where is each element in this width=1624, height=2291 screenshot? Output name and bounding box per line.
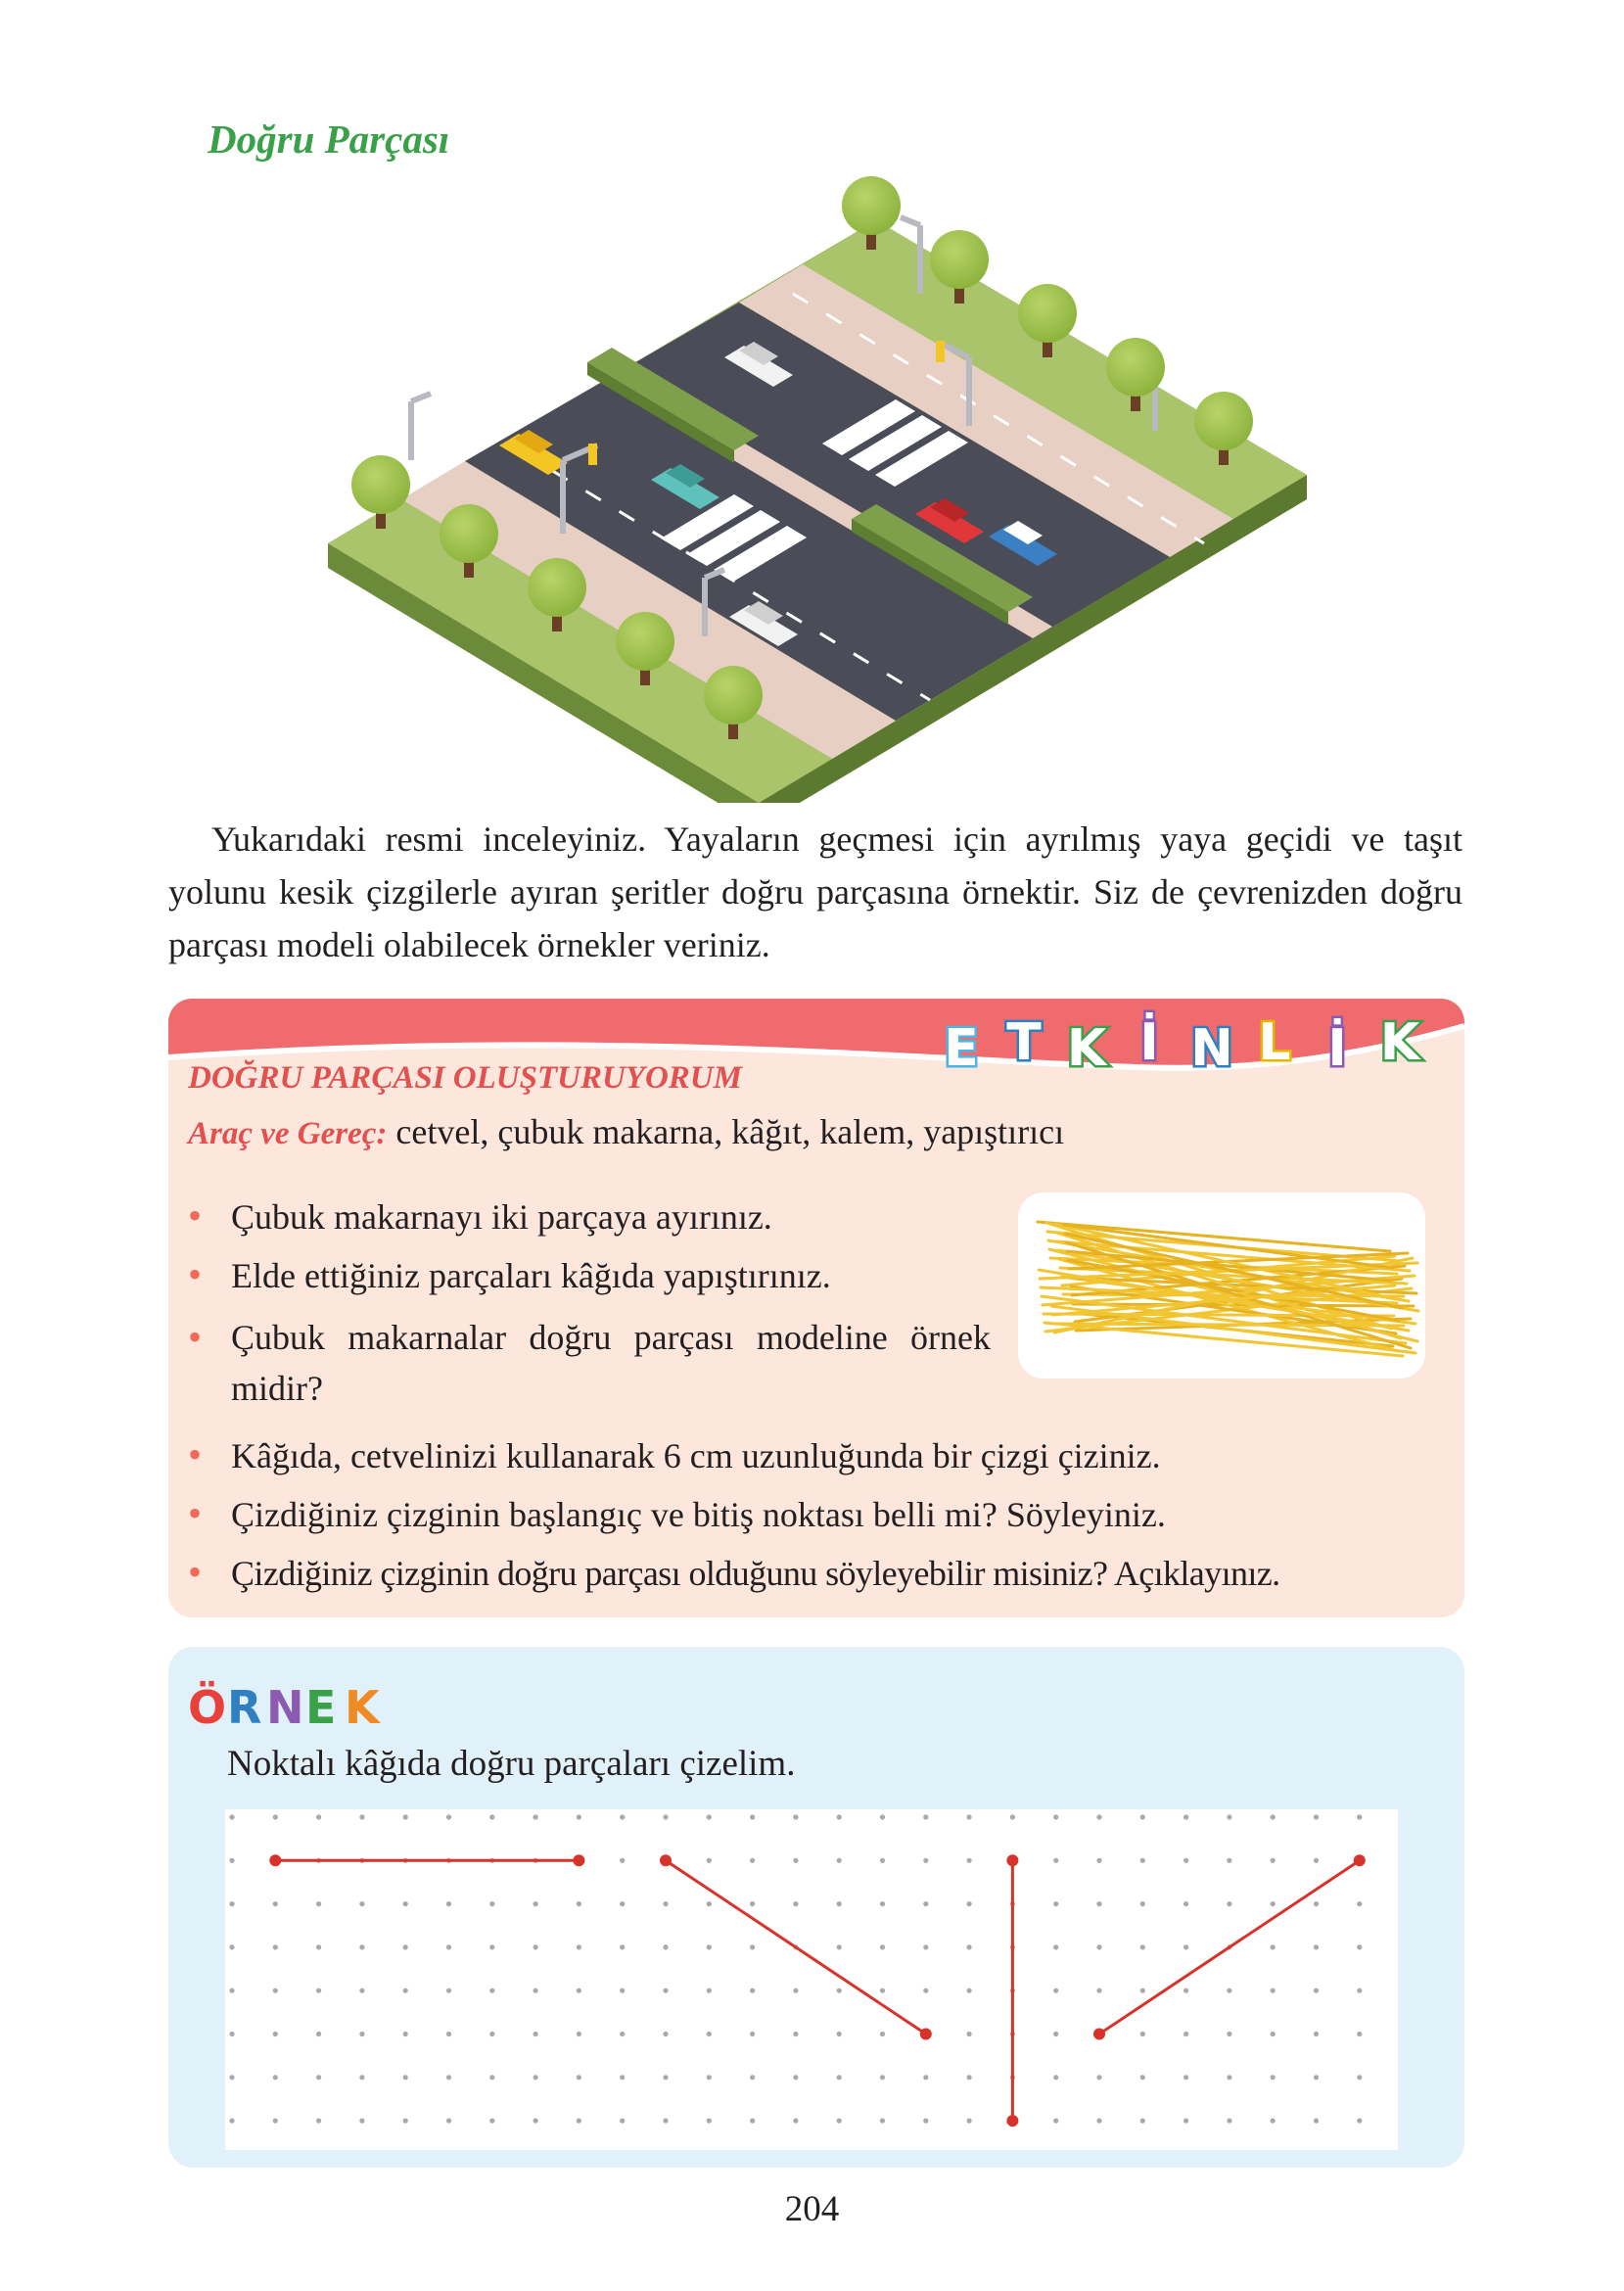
grid-dot: [923, 1858, 928, 1863]
grid-dot: [707, 2119, 712, 2124]
grid-dot: [229, 2032, 234, 2036]
grid-dot: [663, 1988, 668, 1993]
grid-dot: [316, 1814, 321, 1819]
pasta-strand: [1053, 1324, 1404, 1326]
grid-dot: [229, 1858, 234, 1863]
grid-dot: [1053, 1814, 1058, 1819]
grid-dot: [1140, 2075, 1145, 2080]
grid-dot: [707, 1858, 712, 1863]
grid-dot: [923, 2075, 928, 2080]
grid-dot: [316, 1944, 321, 1949]
grid-dot: [489, 2075, 494, 2080]
grid-dot: [663, 1944, 668, 1949]
grid-dot: [1271, 1901, 1276, 1906]
grid-dot: [663, 2119, 668, 2124]
step-text: Çizdiğiniz çizginin başlangıç ve bitiş noktası belli mi? Söyleyiniz.: [231, 1495, 1166, 1534]
grid-dot: [446, 2032, 451, 2036]
grid-dot: [403, 1988, 408, 1993]
grid-dot: [1227, 1814, 1231, 1819]
grid-dot: [663, 1814, 668, 1819]
grid-dot: [1314, 1944, 1319, 1949]
grid-dot: [229, 1988, 234, 1993]
grid-dot: [316, 1901, 321, 1906]
materials-label: Araç ve Gereç:: [188, 1116, 388, 1151]
grid-dot: [577, 1988, 581, 1993]
grid-dot: [750, 1814, 755, 1819]
grid-dot: [1140, 1988, 1145, 1993]
step-text: Çizdiğiniz çizginin doğru parçası olduğunu söyleyebilir misiniz? Açıklayınız.: [231, 1554, 1280, 1593]
grid-dot: [1183, 1988, 1188, 1993]
grid-dot: [273, 1944, 278, 1949]
grid-dot: [967, 1858, 972, 1863]
grid-dot: [489, 1944, 494, 1949]
grid-dot: [359, 2032, 364, 2036]
bullet-icon: •: [188, 1252, 203, 1296]
badge-letter: K: [1379, 1013, 1420, 1072]
grid-dot: [1053, 1988, 1058, 1993]
grid-dot: [489, 1814, 494, 1819]
grid-dot: [577, 2119, 581, 2124]
bullet-icon: •: [188, 1315, 203, 1359]
grid-dot: [923, 2119, 928, 2124]
grid-dot: [967, 1814, 972, 1819]
grid-dot: [750, 1944, 755, 1949]
grid-dot: [620, 1988, 625, 1993]
grid-dot: [359, 1814, 364, 1819]
grid-dot: [534, 1988, 538, 1993]
bullet-icon: •: [188, 1193, 203, 1238]
list-item: [188, 1488, 1451, 1540]
grid-dot: [663, 2032, 668, 2036]
ornek-letter: Ö: [188, 1681, 227, 1734]
etkinlik-badge: [932, 1005, 1461, 1081]
materials-line: [188, 1111, 1064, 1152]
grid-dot: [446, 1814, 451, 1819]
grid-dot: [403, 2119, 408, 2124]
grid-dot: [1183, 1901, 1188, 1906]
grid-dot: [967, 2075, 972, 2080]
badge-letter: İ: [1139, 1013, 1159, 1072]
grid-dot: [273, 1988, 278, 1993]
grid-dot: [1053, 1901, 1058, 1906]
grid-dot: [403, 1944, 408, 1949]
grid-dot: [1053, 1944, 1058, 1949]
grid-dot: [967, 1901, 972, 1906]
grid-dot: [750, 1988, 755, 1993]
grid-dot: [880, 1901, 885, 1906]
grid-dot: [1096, 1858, 1101, 1863]
grid-dot: [273, 2032, 278, 2036]
ornek-letter: R: [227, 1681, 262, 1734]
grid-dot: [1357, 1944, 1362, 1949]
grid-dot: [707, 2032, 712, 2036]
line-segment: [666, 1860, 926, 2034]
grid-dot: [750, 1901, 755, 1906]
grid-dot: [837, 2032, 842, 2036]
segment-endpoint: [660, 1854, 672, 1866]
ornek-letter: K: [345, 1681, 380, 1734]
section-title: Doğru Parçası: [208, 117, 450, 162]
grid-dot: [1314, 1988, 1319, 1993]
grid-dot: [1096, 1944, 1101, 1949]
grid-dot: [880, 1814, 885, 1819]
step-text: Çubuk makarnayı iki parçaya ayırınız.: [231, 1197, 772, 1237]
grid-dot: [880, 2032, 885, 2036]
list-item: [188, 1191, 1010, 1242]
activity-box: [168, 999, 1464, 1617]
grid-dot: [403, 1901, 408, 1906]
grid-dot: [1183, 2075, 1188, 2080]
grid-dot: [1053, 2032, 1058, 2036]
grid-dot: [707, 1814, 712, 1819]
grid-dot: [1183, 1944, 1188, 1949]
segment-endpoint: [1354, 1854, 1366, 1866]
badge-letter: L: [1258, 1013, 1291, 1072]
grid-dot: [620, 2119, 625, 2124]
grid-dot: [1183, 2119, 1188, 2124]
grid-dot: [1227, 2032, 1231, 2036]
example-box: [168, 1647, 1464, 2168]
grid-dot: [793, 2075, 798, 2080]
ornek-letter: E: [305, 1681, 337, 1734]
grid-dot: [577, 2032, 581, 2036]
grid-dot: [229, 1814, 234, 1819]
intro-paragraph: Yukarıdaki resmi inceleyiniz. Yayaların geçmesi için ayrılmış yaya geçidi ve taşıt yolunu kesik çizgilerle ayıran şeritler doğru parçasına örnektir. Siz de çevrenizden doğru parçası modeli olabilecek örnekler veriniz.: [168, 819, 1462, 964]
grid-dot: [1183, 1814, 1188, 1819]
grid-dot: [1357, 1814, 1362, 1819]
grid-dot: [793, 1988, 798, 1993]
grid-dot: [923, 1944, 928, 1949]
ornek-label: [184, 1676, 399, 1735]
badge-letter: N: [1190, 1019, 1233, 1078]
grid-dot: [793, 1901, 798, 1906]
grid-dot: [1314, 1814, 1319, 1819]
grid-dot: [1357, 1988, 1362, 1993]
segment-endpoint: [1006, 1854, 1018, 1866]
badge-letter: K: [1066, 1019, 1107, 1078]
list-item: [188, 1547, 1461, 1599]
grid-dot: [316, 2119, 321, 2124]
grid-dot: [880, 1944, 885, 1949]
pasta-strand: [1044, 1314, 1394, 1316]
grid-dot: [837, 1901, 842, 1906]
grid-dot: [1357, 1901, 1362, 1906]
grid-dot: [1053, 2075, 1058, 2080]
dot-paper: [225, 1809, 1398, 2150]
grid-dot: [1314, 1901, 1319, 1906]
grid-dot: [837, 1858, 842, 1863]
grid-dot: [534, 1814, 538, 1819]
grid-dot: [837, 2075, 842, 2080]
grid-dot: [880, 2119, 885, 2124]
grid-dot: [1271, 1944, 1276, 1949]
grid-dot: [793, 1814, 798, 1819]
grid-dot: [489, 1901, 494, 1906]
grid-dot: [1140, 1901, 1145, 1906]
grid-dot: [1271, 1814, 1276, 1819]
grid-dot: [1183, 1858, 1188, 1863]
grid-dot: [837, 2119, 842, 2124]
grid-dot: [967, 1988, 972, 1993]
grid-dot: [1053, 1858, 1058, 1863]
list-item: [188, 1429, 1451, 1481]
activity-title: DOĞRU PARÇASI OLUŞTURUYORUM: [188, 1060, 742, 1096]
grid-dot: [1140, 1814, 1145, 1819]
grid-dot: [750, 1858, 755, 1863]
grid-dot: [1314, 2075, 1319, 2080]
grid-dot: [1010, 1814, 1015, 1819]
grid-dot: [923, 1814, 928, 1819]
grid-dot: [316, 1988, 321, 1993]
grid-dot: [620, 1858, 625, 1863]
grid-dot: [620, 1901, 625, 1906]
segment-endpoint: [1006, 2115, 1018, 2127]
grid-dot: [620, 2032, 625, 2036]
grid-dot: [837, 1988, 842, 1993]
grid-dot: [793, 2032, 798, 2036]
grid-dot: [446, 2075, 451, 2080]
grid-dot: [273, 2119, 278, 2124]
grid-dot: [923, 1988, 928, 1993]
grid-dot: [489, 1988, 494, 1993]
grid-dot: [1096, 2075, 1101, 2080]
grid-dot: [750, 2075, 755, 2080]
grid-dot: [880, 1858, 885, 1863]
step-text: Elde ettiğiniz parçaları kâğıda yapıştırınız.: [231, 1256, 831, 1295]
grid-dot: [1096, 1988, 1101, 1993]
grid-dot: [446, 1988, 451, 1993]
grid-dot: [837, 1944, 842, 1949]
grid-dot: [707, 1944, 712, 1949]
step-text: Çubuk makarnalar doğru parçası modeline örnek midir?: [231, 1318, 991, 1408]
grid-dot: [403, 1814, 408, 1819]
grid-dot: [1271, 2075, 1276, 2080]
badge-letter: İ: [1327, 1019, 1347, 1078]
badge-letter: T: [1006, 1013, 1042, 1072]
grid-dot: [229, 1944, 234, 1949]
grid-dot: [1357, 2119, 1362, 2124]
grid-dot: [1096, 1814, 1101, 1819]
grid-dot: [1357, 2075, 1362, 2080]
segment-endpoint: [269, 1854, 281, 1866]
grid-dot: [967, 2032, 972, 2036]
grid-dot: [577, 1944, 581, 1949]
grid-dot: [1271, 2119, 1276, 2124]
bullet-icon: •: [188, 1550, 202, 1594]
grid-dot: [446, 2119, 451, 2124]
grid-dot: [403, 2075, 408, 2080]
spaghetti-image: [1018, 1192, 1425, 1379]
grid-dot: [1314, 2032, 1319, 2036]
grid-dot: [316, 2032, 321, 2036]
grid-dot: [489, 2119, 494, 2124]
grid-dot: [620, 1814, 625, 1819]
grid-dot: [967, 2119, 972, 2124]
grid-dot: [229, 1901, 234, 1906]
grid-dot: [403, 2032, 408, 2036]
ornek-letter: N: [266, 1681, 304, 1734]
grid-dot: [229, 2119, 234, 2124]
grid-dot: [880, 2075, 885, 2080]
grid-dot: [534, 1944, 538, 1949]
grid-dot: [707, 2075, 712, 2080]
grid-dot: [534, 2032, 538, 2036]
bullet-icon: •: [188, 1432, 203, 1476]
grid-dot: [1227, 2075, 1231, 2080]
grid-dot: [1227, 2119, 1231, 2124]
grid-dot: [1096, 1901, 1101, 1906]
grid-dot: [663, 2075, 668, 2080]
grid-dot: [1140, 1944, 1145, 1949]
grid-dot: [793, 1858, 798, 1863]
grid-dot: [707, 1988, 712, 1993]
grid-dot: [577, 2075, 581, 2080]
grid-dot: [750, 2032, 755, 2036]
grid-dot: [273, 1814, 278, 1819]
grid-dot: [923, 1901, 928, 1906]
grid-dot: [1314, 1858, 1319, 1863]
grid-dot: [359, 1944, 364, 1949]
grid-dot: [229, 2075, 234, 2080]
grid-dot: [793, 2119, 798, 2124]
grid-dot: [316, 2075, 321, 2080]
pasta-image-card: [1018, 1192, 1425, 1379]
grid-dot: [1140, 2119, 1145, 2124]
grid-dot: [707, 1901, 712, 1906]
grid-dot: [577, 1814, 581, 1819]
grid-dot: [489, 2032, 494, 2036]
grid-dot: [446, 1901, 451, 1906]
grid-dot: [620, 2075, 625, 2080]
segment-endpoint: [1093, 2029, 1105, 2040]
grid-dot: [1271, 1858, 1276, 1863]
grid-dot: [534, 2119, 538, 2124]
grid-dot: [1053, 2119, 1058, 2124]
grid-dot: [1314, 2119, 1319, 2124]
grid-dot: [1271, 1988, 1276, 1993]
segment-endpoint: [573, 1854, 584, 1866]
grid-dot: [1140, 2032, 1145, 2036]
grid-dot: [359, 2119, 364, 2124]
grid-dot: [1357, 2032, 1362, 2036]
materials-text: cetvel, çubuk makarna, kâğıt, kalem, yapıştırıcı: [395, 1112, 1065, 1151]
grid-dot: [663, 1901, 668, 1906]
grid-dot: [837, 1814, 842, 1819]
grid-dot: [750, 2119, 755, 2124]
grid-dot: [1227, 1988, 1231, 1993]
grid-dot: [1140, 1858, 1145, 1863]
segment-endpoint: [920, 2029, 932, 2040]
line-segment: [1099, 1860, 1360, 2034]
grid-dot: [1271, 2032, 1276, 2036]
grid-dot: [1227, 1858, 1231, 1863]
grid-dot: [534, 2075, 538, 2080]
grid-dot: [577, 1901, 581, 1906]
grid-dot: [880, 1988, 885, 1993]
grid-dot: [446, 1944, 451, 1949]
list-item: [188, 1249, 1010, 1301]
grid-dot: [1183, 2032, 1188, 2036]
grid-dot: [359, 1901, 364, 1906]
bullet-icon: •: [188, 1491, 203, 1535]
grid-dot: [534, 1901, 538, 1906]
step-text: Kâğıda, cetvelinizi kullanarak 6 cm uzunluğunda bir çizgi çiziniz.: [231, 1436, 1161, 1475]
street-illustration: [323, 166, 1312, 803]
grid-dot: [359, 2075, 364, 2080]
grid-dot: [359, 1988, 364, 1993]
grid-dot: [1227, 1901, 1231, 1906]
grid-dot: [1096, 2119, 1101, 2124]
example-text: Noktalı kâğıda doğru parçaları çizelim.: [227, 1744, 796, 1784]
page-number: 204: [784, 2189, 840, 2229]
grid-dot: [620, 1944, 625, 1949]
grid-dot: [273, 1901, 278, 1906]
list-item: [188, 1312, 991, 1414]
grid-dot: [273, 2075, 278, 2080]
grid-dot: [967, 1944, 972, 1949]
badge-letter: E: [944, 1019, 979, 1078]
